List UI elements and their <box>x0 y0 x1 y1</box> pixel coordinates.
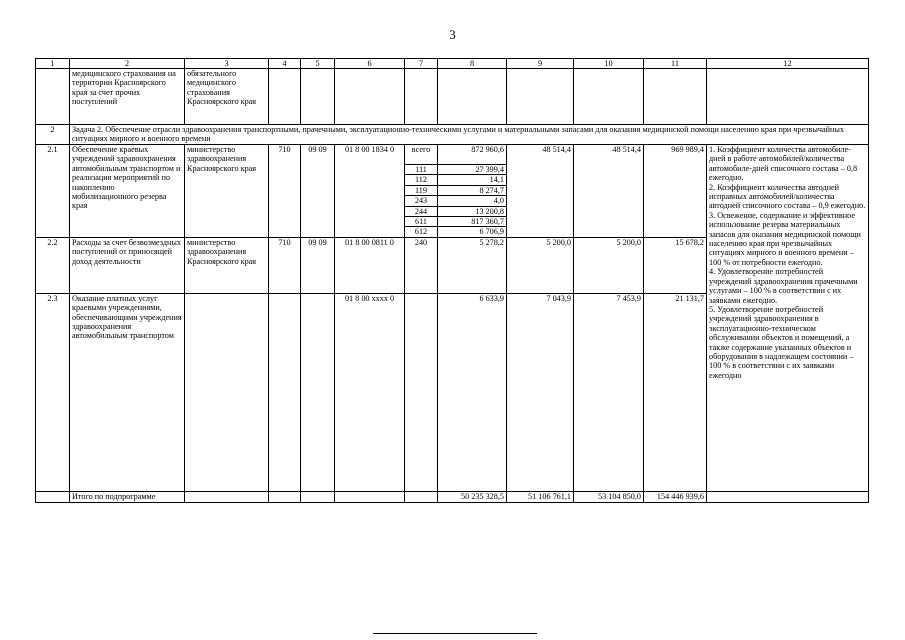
result-item: 2. Коэффициент количества автодней исправных автомобилей/количества автодней списочного состава – 0,9 ежегодно. <box>709 182 866 211</box>
vr-cell: 240 <box>405 237 438 293</box>
vr-cell: 111 <box>405 165 438 175</box>
row-number: 2.3 <box>36 293 70 491</box>
vr-total-label: всего <box>405 145 438 165</box>
value-cell: 817 360,7 <box>438 217 507 227</box>
col-header: 7 <box>405 59 438 69</box>
value-cell: 15 678,2 <box>644 237 707 293</box>
expected-results-cell <box>707 145 869 492</box>
row-name: Обеспечение краевых учреждений здравоохранения автомобильным транспортом и реализация мероприятий по накоплению мобилизационного резерва края <box>70 145 185 238</box>
col-header: 12 <box>707 59 869 69</box>
col-header: 9 <box>507 59 574 69</box>
row-agency: министерство здравоохранения Красноярского края <box>185 237 269 293</box>
value-cell: 6 706,9 <box>438 227 507 237</box>
row-csr: 01 8 00 1834 0 <box>335 145 405 238</box>
continuation-row <box>36 69 869 125</box>
col-header: 4 <box>269 59 301 69</box>
value-cell: 5 200,0 <box>574 237 644 293</box>
task-text: Задача 2. Обеспечение отрасли здравоохранения транспортными, прачечными, эксплуатационно-техническими услугами и материальными запасами для оказания медицинской помощи населению края при чрезвычайных ситуациях мирного и военного времени <box>70 125 869 145</box>
vr-cell: 612 <box>405 227 438 237</box>
value-cell: 5 278,2 <box>438 237 507 293</box>
row-name: Оказание платных услуг краевыми учреждениями, обеспечивающими учреждения здравоохранения автомобильным транспортом <box>70 293 185 491</box>
row-csr: 01 8 00 xxxx 0 <box>335 293 405 491</box>
vr-cell: 611 <box>405 217 438 227</box>
col-header: 5 <box>301 59 335 69</box>
column-number-row <box>36 59 869 69</box>
result-item: 4. Удовлетворение потребностей учреждений здравоохранения прачечными услугами – 100 % в соответствии с их заявками ежегодно. <box>709 267 858 305</box>
value-cell: 5 200,0 <box>507 237 574 293</box>
cont-agency-cell: обязательного медицинского страхования Красноярского края <box>185 69 269 125</box>
vr-cell: 243 <box>405 196 438 206</box>
row-number: 2.2 <box>36 237 70 293</box>
page-number: 3 <box>449 27 456 42</box>
row-name: Расходы за счет безвозмездных поступлений от приносящей доход деятельности <box>70 237 185 293</box>
value-cell: 14,1 <box>438 175 507 185</box>
total-value: 53 104 850,0 <box>574 491 644 502</box>
subprogram-table <box>35 58 869 503</box>
col-header: 1 <box>36 59 70 69</box>
value-cell: 969 989,4 <box>644 145 707 238</box>
value-cell: 7 043,9 <box>507 293 574 491</box>
table-row <box>36 145 869 165</box>
row-rzpr: 09 09 <box>301 145 335 238</box>
value-cell: 4,0 <box>438 196 507 206</box>
row-grbs: 710 <box>269 237 301 293</box>
value-cell: 6 633,9 <box>438 293 507 491</box>
vr-cell: 244 <box>405 206 438 216</box>
row-number: 2.1 <box>36 145 70 238</box>
col-header: 3 <box>185 59 269 69</box>
vr-cell: 119 <box>405 185 438 195</box>
result-item: 1. Коэффициент количества автомобиле-дней в работе автомобилей/количества автомобиле-дней списочного состава – 0,8 ежегодно. <box>709 145 858 183</box>
value-cell: 872 960,6 <box>438 145 507 165</box>
total-row <box>36 491 869 502</box>
value-cell: 27 399,4 <box>438 165 507 175</box>
vr-cell: 112 <box>405 175 438 185</box>
col-header: 11 <box>644 59 707 69</box>
value-cell: 8 274,7 <box>438 185 507 195</box>
cont-name-cell: медицинского страхования на территории Красноярского края за счет прочих поступлений <box>70 69 185 125</box>
total-value: 50 235 328,5 <box>438 491 507 502</box>
row-agency: министерство здравоохранения Красноярского края <box>185 145 269 238</box>
col-header: 10 <box>574 59 644 69</box>
result-item: 5. Удовлетворение потребностей учреждений здравоохранения в эксплуатационно-техническом обслуживании объектов и помещений, а также содержание указанных объектов и оборудования в надлежащем состоянии – 100 % в соответствии с их заявками ежегодно <box>709 304 854 380</box>
result-item: 3. Освежение, содержание и эффективное использование резерва материальных запасов для оказания медицинской помощи населению края при чрезвычайных ситуациях мирного и военного времени – 100 % от потребности ежегодно. <box>709 210 861 267</box>
col-header: 6 <box>335 59 405 69</box>
row-grbs: 710 <box>269 145 301 238</box>
value-cell: 13 200,8 <box>438 206 507 216</box>
task-number: 2 <box>36 125 70 145</box>
col-header: 8 <box>438 59 507 69</box>
task-row <box>36 125 869 145</box>
value-cell: 7 453,9 <box>574 293 644 491</box>
total-value: 51 106 761,1 <box>507 491 574 502</box>
total-label: Итого по подпрограмме <box>70 491 185 502</box>
value-cell: 48 514,4 <box>574 145 644 238</box>
value-cell: 21 131,7 <box>644 293 707 491</box>
total-value: 154 446 939,6 <box>644 491 707 502</box>
row-csr: 01 8 00 0811 0 <box>335 237 405 293</box>
value-cell: 48 514,4 <box>507 145 574 238</box>
footer-divider <box>373 633 537 634</box>
row-rzpr: 09 09 <box>301 237 335 293</box>
col-header: 2 <box>70 59 185 69</box>
